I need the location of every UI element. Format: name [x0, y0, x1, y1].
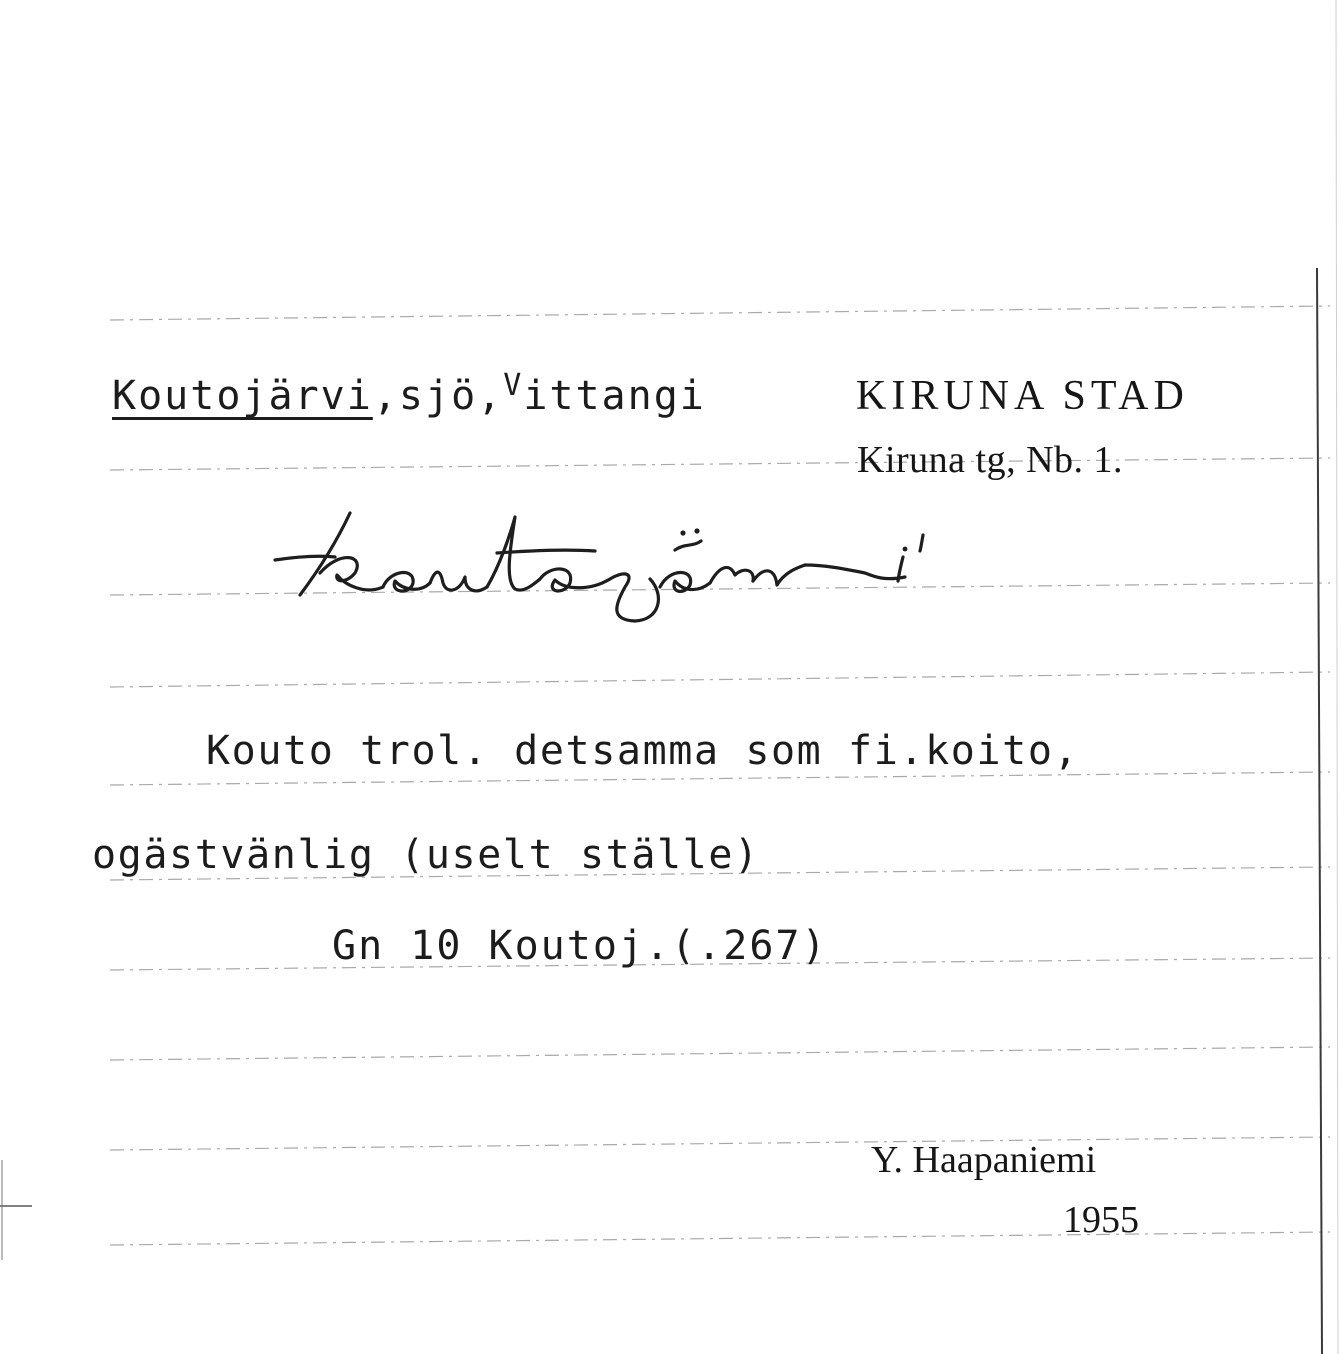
- headword-line: [112, 368, 706, 419]
- handwritten-name-signature: [265, 495, 945, 635]
- etymology-line-2: ogästvänlig (uselt ställe): [92, 832, 760, 878]
- headword: Koutojärvi: [112, 373, 373, 419]
- map-reference-stamp: Kiruna tg, Nb. 1.: [857, 439, 1124, 481]
- object-type: ,sjö,: [372, 373, 504, 419]
- village-name: ittangi: [523, 373, 706, 419]
- municipality-stamp: KIRUNA STAD: [856, 373, 1189, 419]
- village-initial: V: [503, 368, 524, 403]
- year-stamp: 1955: [1063, 1199, 1139, 1241]
- author-stamp: Y. Haapaniemi: [871, 1139, 1097, 1181]
- etymology-line-1: Kouto trol. detsamma som fi.koito,: [206, 728, 1080, 774]
- source-reference: Gn 10 Koutoj.(.267): [332, 923, 828, 969]
